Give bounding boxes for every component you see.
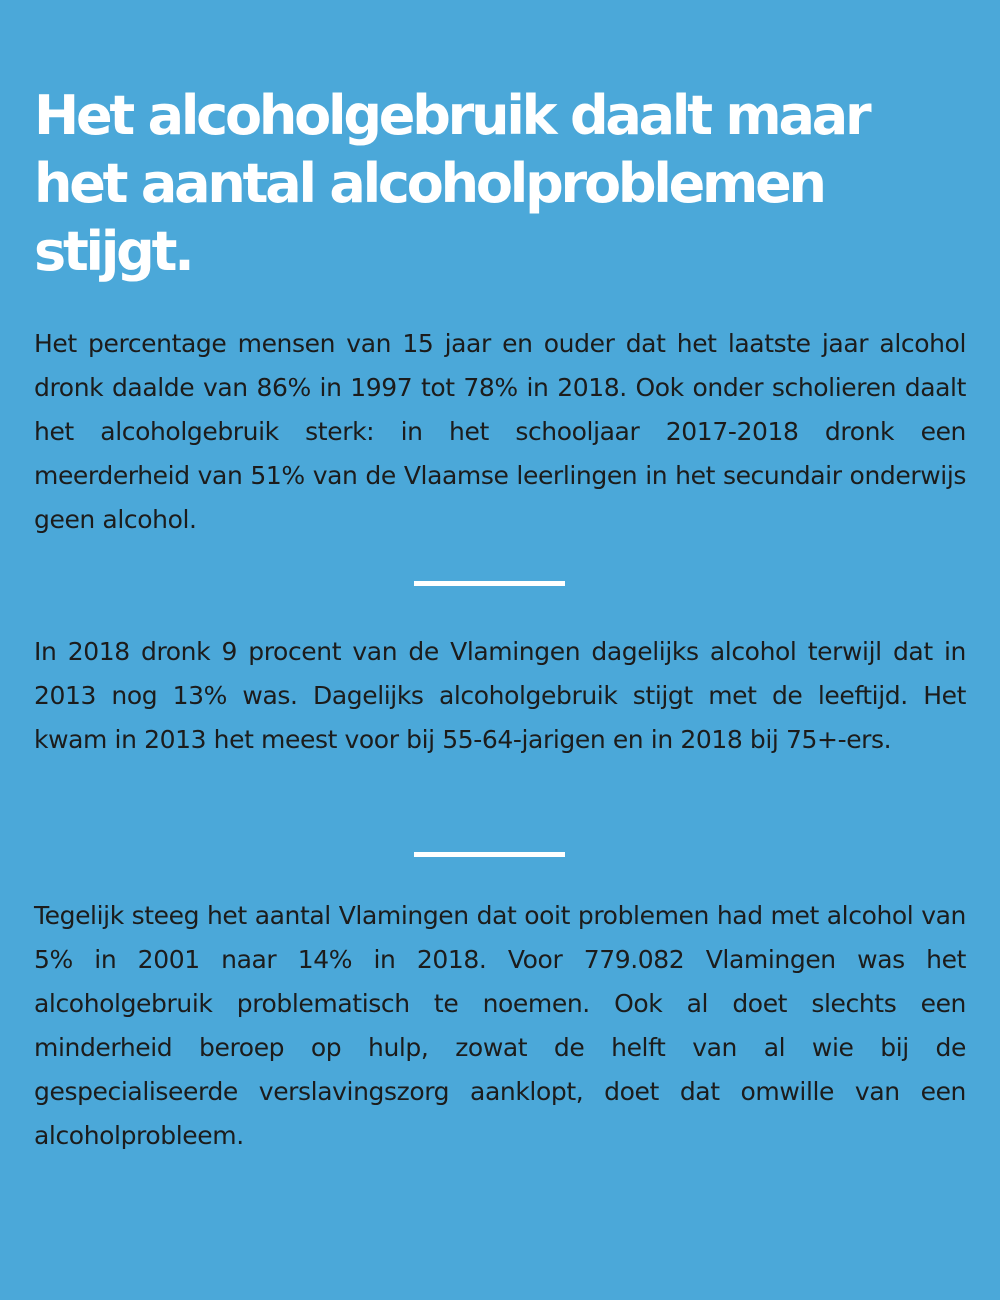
page-title: Het alcoholgebruik daalt maar het aantal alcoholproblemen stijgt. (34, 84, 869, 283)
paragraph-alcohol-use-decline: Het percentage mensen van 15 jaar en ouder dat het laatste jaar alcohol dronk daalde van 86% in 1997 tot 78% in 2018. Ook onder scholieren daalt het alcoholgebruik sterk: in het schooljaar 2017-2018 dronk een meerderheid van 51% van de Vlaamse leerlingen in het secundair onderwijs geen alcohol. (34, 329, 966, 534)
paragraph-daily-alcohol-use: In 2018 dronk 9 procent van de Vlamingen dagelijks alcohol terwijl dat in 2013 nog 13% was. Dagelijks alcoholgebruik stijgt met de leeftijd. Het kwam in 2013 het meest voor bij 55-64-jarigen en in 2018 bij 75+-ers. (34, 637, 966, 754)
paragraph-alcohol-problems-rise: Tegelijk steeg het aantal Vlamingen dat ooit problemen had met alcohol van 5% in 2001 naar 14% in 2018. Voor 779.082 Vlamingen was het alcoholgebruik problematisch te noemen. Ook al doet slechts een minderheid beroep op hulp, zowat de helft van al wie bij de gespecialiseerde verslavingszorg aanklopt, doet dat omwille van een alcoholprobleem. (34, 901, 966, 1150)
section-divider (414, 852, 565, 857)
section-divider (414, 581, 565, 586)
